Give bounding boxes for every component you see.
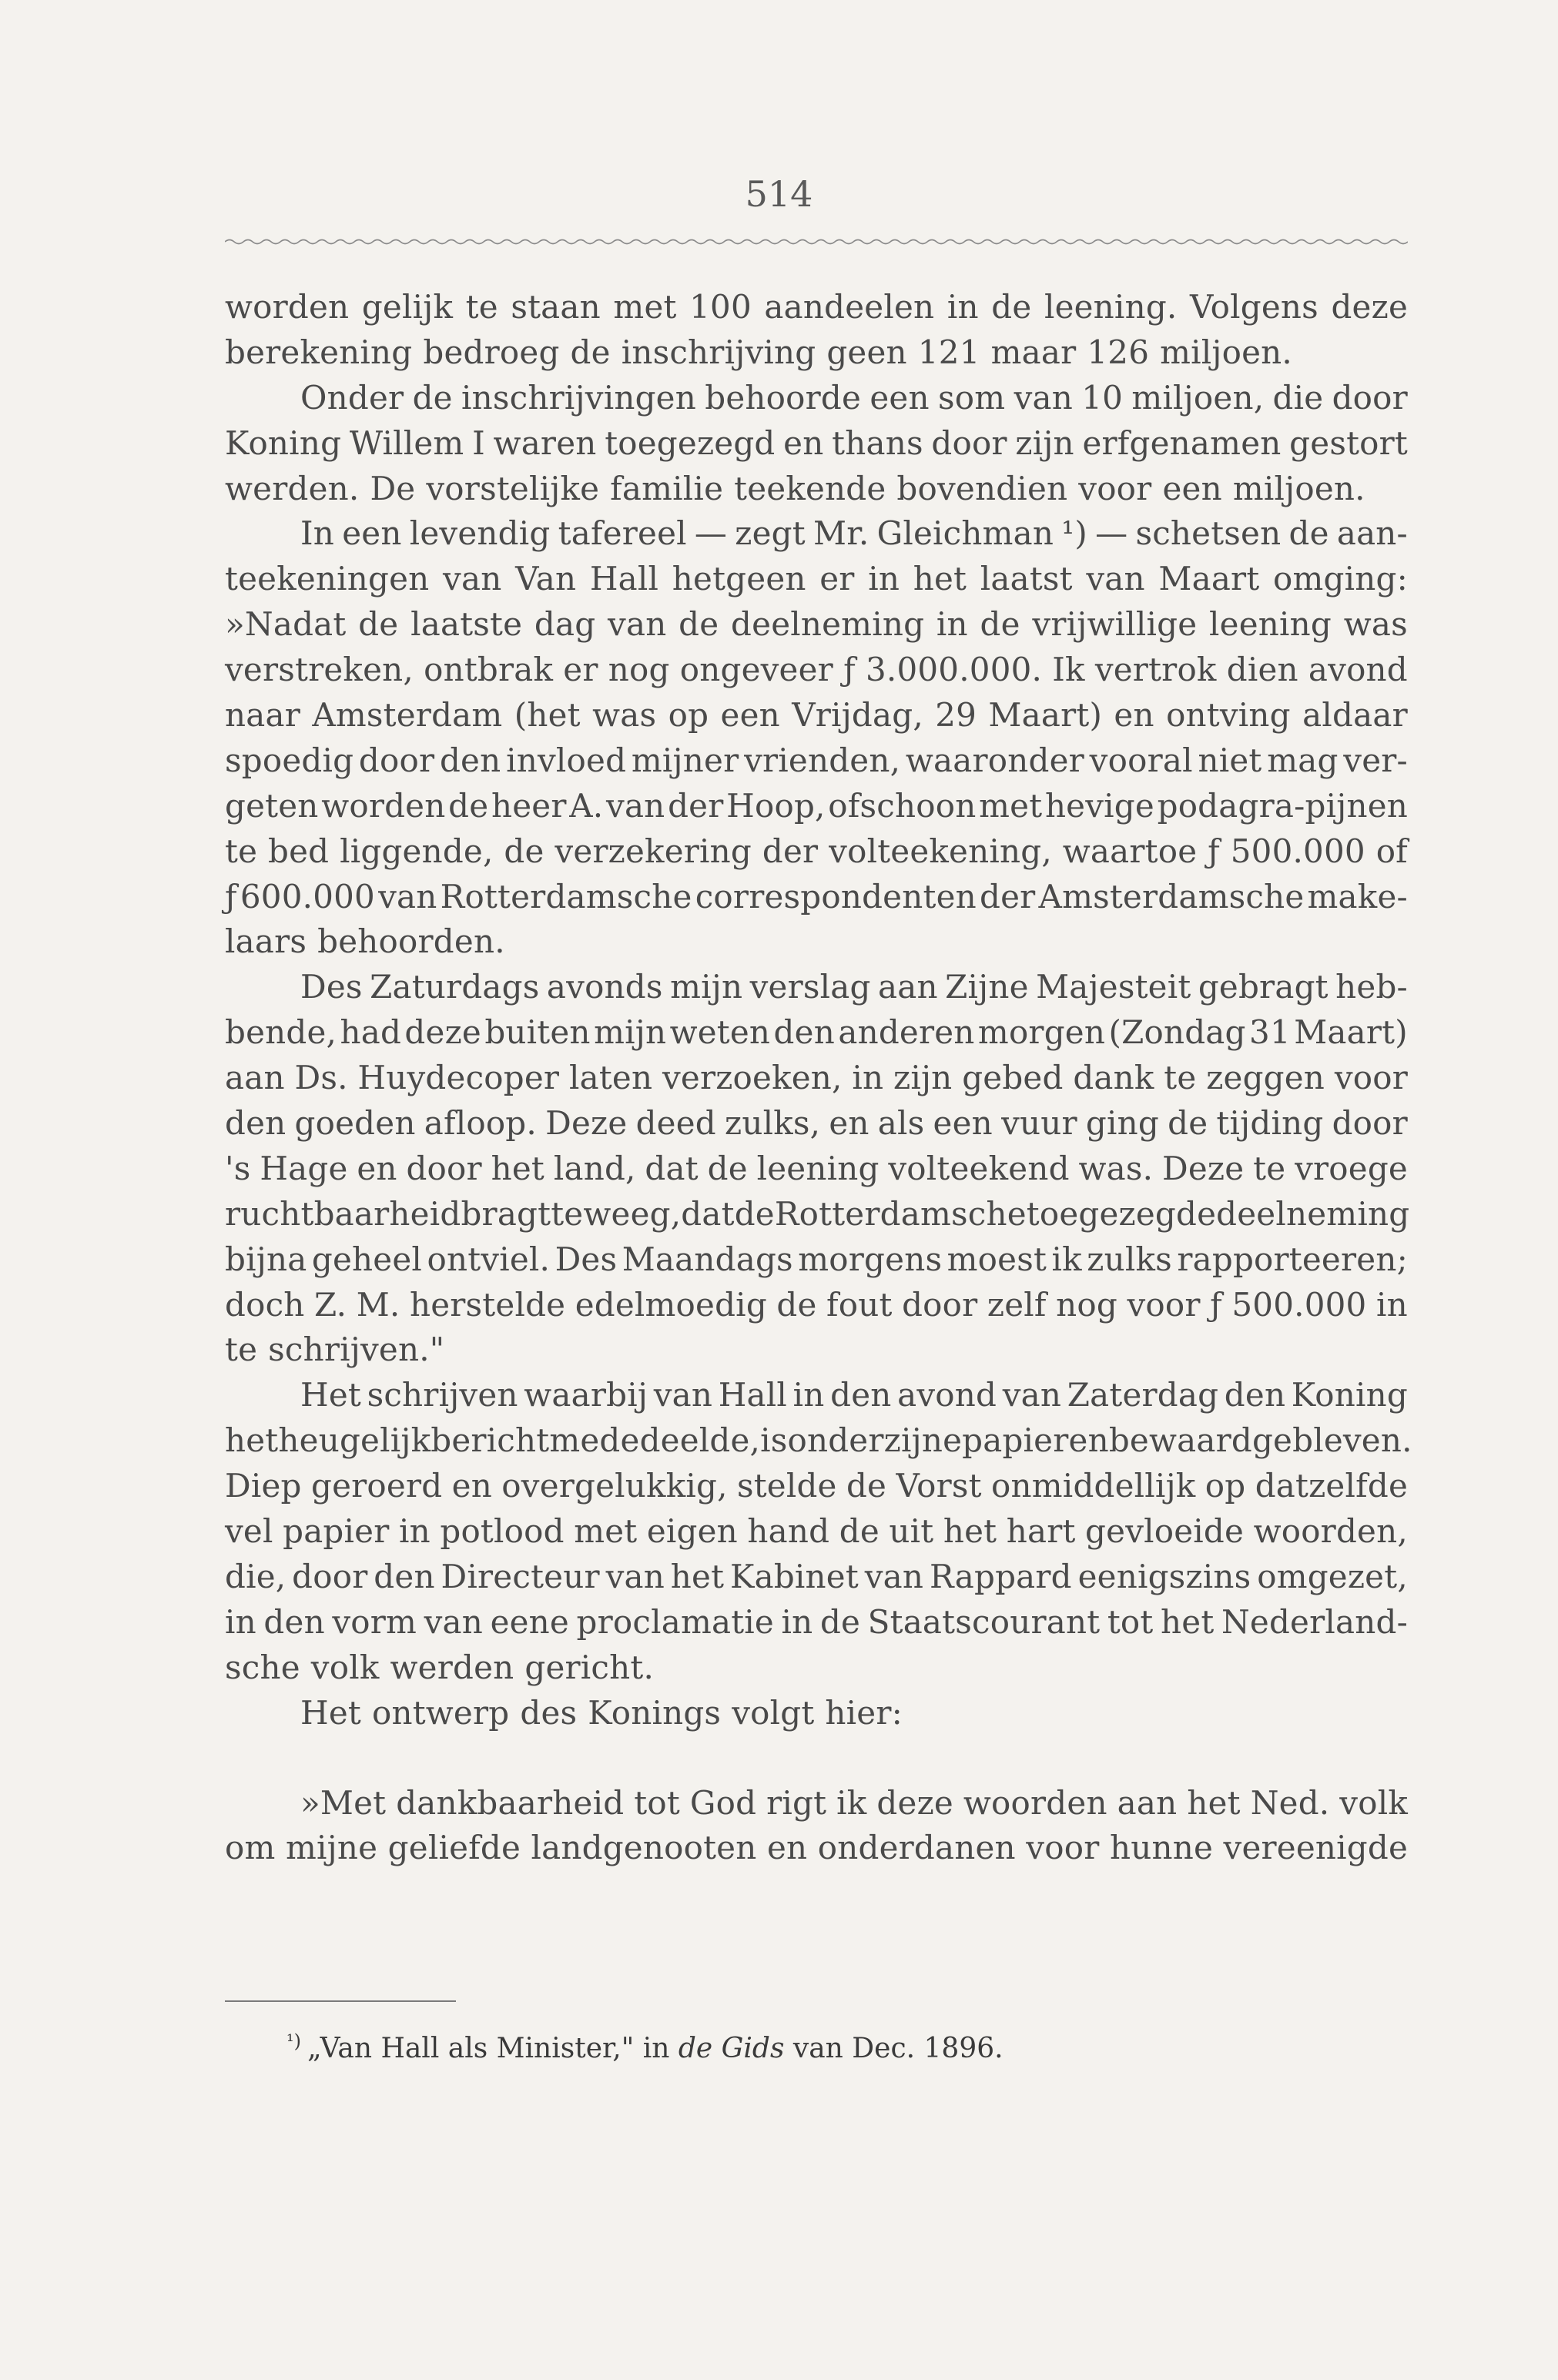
text-line: het heugelijk bericht mededeelde, is onder zijne papieren bewaard gebleven.: [225, 1421, 1412, 1460]
page-number: 514: [745, 173, 813, 215]
header-rule: [225, 237, 1408, 246]
paragraph: [225, 376, 1408, 512]
paragraph: [225, 965, 1408, 1373]
text-line: In een levendig tafereel — zegt Mr. Gleichman ¹) — schetsen de aan-: [300, 514, 1408, 553]
text-line: te bed liggende, de verzekering der volteekening, waartoe ƒ 500.000 of: [225, 832, 1408, 870]
paragraph: [225, 1373, 1412, 1690]
text-line: Koning Willem I waren toegezegd en thans door zijn erfgenamen gestort: [225, 423, 1408, 462]
body-text: [225, 285, 1412, 1871]
text-line: Onder de inschrijvingen behoorde een som van 10 miljoen, die door: [300, 378, 1408, 417]
text-line: in den vorm van eene proclamatie in de Staatscourant tot het Nederland-: [225, 1602, 1408, 1641]
text-line: naar Amsterdam (het was op een Vrijdag, 29 Maart) en ontving aldaar: [225, 696, 1408, 735]
text-line: vel papier in potlood met eigen hand de uit het hart gevloeide woorden,: [225, 1512, 1408, 1551]
text-line: om mijne geliefde landgenooten en onderdanen voor hunne vereenigde: [225, 1829, 1408, 1867]
text-line: worden gelijk te staan met 100 aandeelen in de leening. Volgens deze: [225, 288, 1408, 326]
text-line: den goeden afloop. Deze deed zulks, en als een vuur ging de tijding door: [225, 1104, 1408, 1143]
footnote-text-before: „Van Hall als Minister," in: [307, 2033, 678, 2064]
paragraph: [225, 511, 1408, 965]
text-line: berekening bedroeg de inschrijving geen 121 maar 126 miljoen.: [225, 333, 1292, 371]
text-line: aan Ds. Huydecoper laten verzoeken, in zijn gebed dank te zeggen voor: [225, 1059, 1408, 1097]
footnote-journal-title: de Gids: [678, 2033, 785, 2064]
text-line: bijna geheel ontviel. Des Maandags morgens moest ik zulks rapporteeren;: [225, 1240, 1408, 1278]
text-line: Het schrijven waarbij van Hall in den avond van Zaterdag den Koning: [300, 1376, 1408, 1414]
text-line: »Nadat de laatste dag van de deelneming in de vrijwillige leening was: [225, 605, 1408, 644]
text-line: geten worden de heer A. van der Hoop, ofschoon met hevige podagra-pijnen: [225, 786, 1408, 825]
text-line: verstreken, ontbrak er nog ongeveer ƒ 3.000.000. Ik vertrok dien avond: [225, 651, 1408, 689]
text-line: doch Z. M. herstelde edelmoedig de fout door zelf nog voor ƒ 500.000 in: [225, 1285, 1408, 1324]
paragraph: [225, 1691, 1408, 1736]
text-line: Des Zaturdags avonds mijn verslag aan Zijne Majesteit gebragt heb-: [300, 968, 1408, 1006]
text-line: teekeningen van Van Hall hetgeen er in het laatst van Maart omging:: [225, 560, 1408, 598]
paragraph-gap: [225, 1736, 1408, 1781]
paragraph: [225, 285, 1408, 376]
text-line: die, door den Directeur van het Kabinet van Rappard eenigszins omgezet,: [225, 1557, 1408, 1595]
text-line: laars behoorden.: [225, 922, 505, 961]
text-line: »Met dankbaarheid tot God rigt ik deze woorden aan het Ned. volk: [300, 1783, 1408, 1822]
text-line: ruchtbaarheid bragt te weeg, dat de Rotterdamsche toegezegde deelneming: [225, 1194, 1410, 1233]
text-line: te schrijven.": [225, 1331, 445, 1369]
footnote: [286, 2022, 1003, 2068]
text-line: sche volk werden gericht.: [225, 1648, 655, 1686]
text-line: Diep geroerd en overgelukkig, stelde de Vorst onmiddellijk op datzelfde: [225, 1467, 1408, 1505]
footnote-rule: [225, 2000, 456, 2002]
text-line: bende, had deze buiten mijn weten den anderen morgen (Zondag 31 Maart): [225, 1013, 1408, 1052]
text-line: 's Hage en door het land, dat de leening volteekend was. Deze te vroege: [225, 1149, 1408, 1187]
footnote-marker: ¹): [286, 2030, 301, 2052]
text-line: Het ontwerp des Konings volgt hier:: [300, 1693, 903, 1732]
text-line: werden. De vorstelijke familie teekende bovendien voor een miljoen.: [225, 469, 1365, 507]
footnote-text-after: van Dec. 1896.: [784, 2033, 1003, 2064]
text-line: ƒ 600.000 van Rotterdamsche correspondenten der Amsterdamsche make-: [225, 877, 1408, 916]
text-line: spoedig door den invloed mijner vrienden, waaronder vooral niet mag ver-: [225, 741, 1408, 779]
paragraph: [225, 1781, 1408, 1872]
